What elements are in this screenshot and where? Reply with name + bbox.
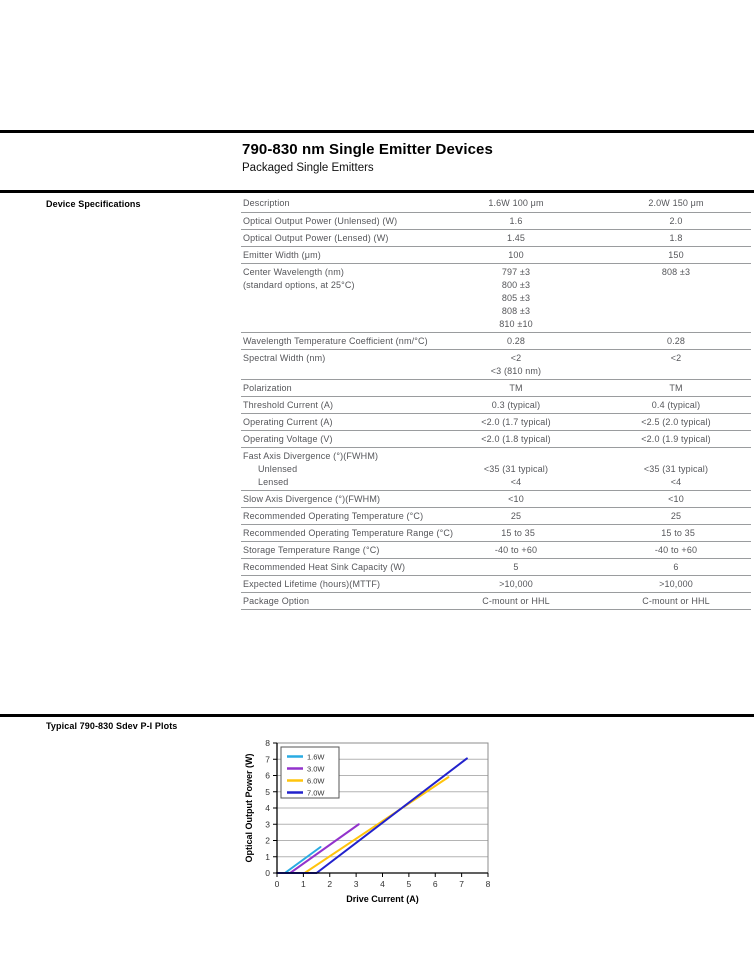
table-row xyxy=(241,397,751,414)
spec-value-cell-1: 1.6 xyxy=(509,216,523,226)
spec-value-cell-2: <10 xyxy=(668,494,684,504)
spec-description-cell: Recommended Operating Temperature (°C) xyxy=(243,511,424,521)
x-tick-label: 7 xyxy=(459,879,464,889)
y-tick-label: 5 xyxy=(265,786,270,797)
x-axis-title: Drive Current (A) xyxy=(346,894,419,904)
legend-label-6.0W: 6.0W xyxy=(307,776,325,786)
top-divider xyxy=(0,130,754,133)
spec-description-cell: Storage Temperature Range (°C) xyxy=(243,545,380,555)
table-row xyxy=(241,264,751,333)
spec-value-cell-2: <2 xyxy=(670,353,682,363)
table-row xyxy=(241,491,751,508)
spec-description-cell: Recommended Heat Sink Capacity (W) xyxy=(243,562,406,572)
spec-value-cell-1: <35 (31 typical) <4 xyxy=(483,464,549,487)
x-tick-label: 4 xyxy=(380,879,385,889)
series-line-1.6W xyxy=(277,847,321,873)
spec-value-cell-2: <2.5 (2.0 typical) xyxy=(641,417,711,427)
spec-value-cell-1: 15 to 35 xyxy=(501,528,535,538)
table-row xyxy=(241,333,751,350)
table-row xyxy=(241,576,751,593)
table-row xyxy=(241,350,751,380)
page-subtitle: Packaged Single Emitters xyxy=(242,162,374,174)
spec-value-cell-1: TM xyxy=(509,383,523,393)
spec-value-cell-1: 100 xyxy=(508,250,524,260)
spec-value-cell-2: 25 xyxy=(670,511,682,521)
spec-value-cell-1: >10,000 xyxy=(499,579,533,589)
page-title: 790-830 nm Single Emitter Devices xyxy=(242,141,493,158)
spec-table xyxy=(241,196,751,610)
spec-description-cell: Center Wavelength (nm) (standard options, at 25°C) xyxy=(243,267,355,290)
spec-value-cell-1: <2.0 (1.7 typical) xyxy=(481,417,551,427)
x-tick-label: 1 xyxy=(301,879,306,889)
y-tick-label: 0 xyxy=(265,868,270,878)
spec-description-cell: Fast Axis Divergence (°)(FWHM) Unlensed Lensed xyxy=(243,451,379,487)
spec-value-cell-2: -40 to +60 xyxy=(654,545,698,555)
spec-value-cell-2: TM xyxy=(669,383,683,393)
spec-value-cell-2: 150 xyxy=(668,250,684,260)
spec-table-body xyxy=(241,213,751,610)
spec-description-cell: Wavelength Temperature Coefficient (nm/°C) xyxy=(243,336,428,346)
y-tick-label: 4 xyxy=(265,803,270,813)
spec-value-cell-2: <35 (31 typical) <4 xyxy=(643,464,709,487)
table-row xyxy=(241,508,751,525)
y-tick-label: 6 xyxy=(265,770,270,781)
x-tick-label: 6 xyxy=(432,879,438,889)
spec-value-cell-1: -40 to +60 xyxy=(494,545,538,555)
spec-value-cell-2: 808 ±3 xyxy=(661,267,691,277)
spec-value-cell-2: >10,000 xyxy=(659,579,693,589)
spec-table-header-row xyxy=(241,196,751,213)
spec-value-cell-1: <2 <3 (810 nm) xyxy=(490,353,542,376)
column-header-description: Description xyxy=(243,198,290,208)
spec-value-cell-1: 25 xyxy=(510,511,522,521)
spec-description-cell: Polarization xyxy=(243,383,292,393)
y-tick-label: 2 xyxy=(265,835,270,846)
spec-value-cell-1: 797 ±3 800 ±3 805 ±3 808 ±3 810 ±10 xyxy=(499,267,533,329)
y-axis-title: Optical Output Power (W) xyxy=(244,753,254,863)
spec-description-cell: Emitter Width (μm) xyxy=(243,250,321,260)
y-tick-label: 3 xyxy=(265,819,270,830)
column-header-device-2: 2.0W 150 μm xyxy=(648,198,704,208)
spec-description-cell: Optical Output Power (Lensed) (W) xyxy=(243,233,389,243)
spec-description-cell: Package Option xyxy=(243,596,310,606)
spec-value-cell-1: 0.3 (typical) xyxy=(491,400,541,410)
section-label-pi-plots: Typical 790-830 Sdev P-I Plots xyxy=(46,721,178,731)
legend-label-1.6W: 1.6W xyxy=(307,752,325,762)
table-row xyxy=(241,593,751,610)
table-row xyxy=(241,431,751,448)
table-row xyxy=(241,380,751,397)
header-divider xyxy=(0,190,754,193)
table-row xyxy=(241,448,751,491)
section-label-device-specifications: Device Specifications xyxy=(46,199,141,209)
spec-value-cell-2: 1.8 xyxy=(669,233,683,243)
spec-value-cell-1: <2.0 (1.8 typical) xyxy=(481,434,551,444)
spec-value-cell-2: 6 xyxy=(673,562,679,572)
spec-value-cell-1: C-mount or HHL xyxy=(482,596,550,606)
column-header-device-1: 1.6W 100 μm xyxy=(488,198,544,208)
spec-description-cell: Operating Voltage (V) xyxy=(243,434,333,444)
table-row xyxy=(241,559,751,576)
table-row xyxy=(241,542,751,559)
y-tick-label: 7 xyxy=(265,754,270,765)
spec-description-cell: Optical Output Power (Unlensed) (W) xyxy=(243,216,398,226)
spec-description-cell: Spectral Width (nm) xyxy=(243,353,326,363)
y-tick-label: 8 xyxy=(265,738,270,748)
spec-description-cell: Expected Lifetime (hours)(MTTF) xyxy=(243,579,381,589)
legend-label-3.0W: 3.0W xyxy=(307,764,325,774)
pi-chart xyxy=(225,728,505,913)
table-row xyxy=(241,247,751,264)
table-row xyxy=(241,525,751,542)
table-row xyxy=(241,414,751,431)
spec-value-cell-2: 2.0 xyxy=(669,216,683,226)
x-tick-label: 8 xyxy=(485,879,491,889)
spec-value-cell-1: 5 xyxy=(513,562,519,572)
plots-section-divider xyxy=(0,714,754,717)
spec-value-cell-2: 0.4 (typical) xyxy=(651,400,701,410)
spec-value-cell-1: 0.28 xyxy=(506,336,526,346)
x-tick-label: 0 xyxy=(274,879,280,889)
spec-value-cell-1: 1.45 xyxy=(506,233,526,243)
spec-value-cell-2: <2.0 (1.9 typical) xyxy=(641,434,711,444)
table-row xyxy=(241,230,751,247)
spec-value-cell-2: C-mount or HHL xyxy=(642,596,710,606)
legend-label-7.0W: 7.0W xyxy=(307,788,325,798)
y-tick-label: 1 xyxy=(265,851,270,862)
spec-description-cell: Recommended Operating Temperature Range (°C) xyxy=(243,528,454,538)
spec-value-cell-2: 0.28 xyxy=(666,336,686,346)
x-tick-label: 5 xyxy=(406,879,412,889)
spec-description-cell: Operating Current (A) xyxy=(243,417,333,427)
x-tick-label: 3 xyxy=(353,879,359,889)
x-tick-label: 2 xyxy=(327,879,333,889)
spec-value-cell-2: 15 to 35 xyxy=(661,528,695,538)
table-row xyxy=(241,213,751,230)
spec-description-cell: Slow Axis Divergence (°)(FWHM) xyxy=(243,494,381,504)
spec-description-cell: Threshold Current (A) xyxy=(243,400,334,410)
spec-value-cell-1: <10 xyxy=(508,494,524,504)
page-header xyxy=(242,141,493,176)
